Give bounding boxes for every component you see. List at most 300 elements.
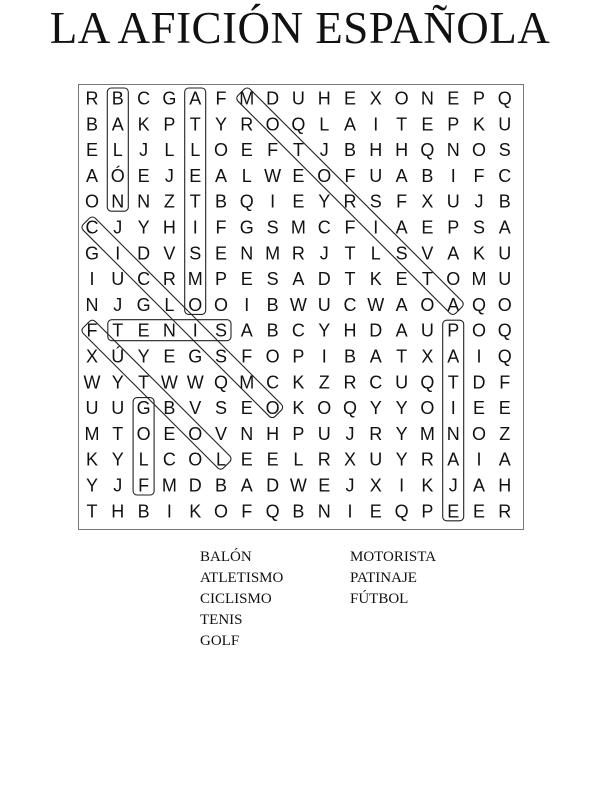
grid-letter: O — [471, 423, 487, 444]
grid-letter: U — [498, 114, 512, 135]
grid-letter: U — [111, 398, 125, 419]
grid-letter: N — [420, 88, 434, 109]
grid-letter: F — [396, 191, 408, 212]
grid-letter: N — [446, 140, 460, 161]
grid-letter: T — [344, 269, 356, 290]
grid-letter: E — [447, 501, 460, 522]
grid-letter: Y — [395, 449, 408, 470]
grid-letter: S — [472, 217, 486, 238]
grid-letter: E — [369, 501, 382, 522]
grid-letter: F — [344, 217, 356, 238]
grid-letter: N — [446, 423, 460, 444]
grid-letter: R — [240, 114, 254, 135]
grid-letter: O — [446, 269, 461, 290]
grid-letter: U — [317, 294, 331, 315]
grid-letter: U — [369, 449, 383, 470]
grid-letter: I — [321, 346, 327, 367]
grid-letter: X — [421, 346, 434, 367]
grid-letter: C — [266, 372, 280, 393]
grid-letter: C — [498, 165, 512, 186]
puzzle-frame — [78, 84, 524, 530]
grid-letter: K — [85, 449, 99, 470]
grid-letter: O — [497, 294, 512, 315]
grid-letter: A — [369, 346, 382, 367]
grid-letter: R — [85, 88, 99, 109]
grid-letter: B — [137, 501, 150, 522]
grid-letter: Y — [137, 346, 150, 367]
grid-letter: E — [498, 398, 511, 419]
grid-letter: O — [136, 423, 151, 444]
grid-letter: J — [474, 191, 484, 212]
grid-letter: A — [85, 165, 99, 186]
grid-letter: A — [240, 320, 253, 341]
grid-letter: F — [344, 165, 356, 186]
grid-letter: R — [162, 269, 176, 290]
grid-letter: B — [421, 165, 434, 186]
grid-letter: W — [83, 372, 101, 393]
grid-letter: E — [472, 398, 486, 419]
grid-letter: D — [369, 320, 383, 341]
grid-letter: N — [317, 501, 331, 522]
grid-letter: Z — [318, 372, 330, 393]
grid-letter: A — [395, 320, 408, 341]
grid-letter: P — [163, 114, 176, 135]
grid-letter: J — [319, 140, 329, 161]
grid-letter: T — [189, 191, 201, 212]
grid-letter: M — [471, 269, 487, 290]
grid-letter: Q — [265, 501, 280, 522]
grid-letter: O — [420, 398, 435, 419]
grid-letter: V — [214, 423, 228, 444]
grid-letter: T — [112, 320, 124, 341]
grid-letter: K — [292, 372, 305, 393]
grid-letter: Y — [318, 320, 331, 341]
grid-letter: P — [472, 88, 486, 109]
grid-letter: D — [188, 475, 202, 496]
grid-letter: H — [369, 140, 383, 161]
grid-letter: Z — [499, 423, 511, 444]
grid-letter: F — [215, 88, 227, 109]
grid-letter: U — [498, 269, 512, 290]
grid-letter: C — [137, 269, 151, 290]
grid-letter: K — [189, 501, 202, 522]
grid-letter: U — [446, 191, 460, 212]
grid-letter: J — [319, 243, 329, 264]
grid-letter: Q — [420, 372, 435, 393]
grid-letter: O — [265, 398, 280, 419]
grid-letter: M — [419, 423, 435, 444]
grid-letter: S — [266, 217, 279, 238]
grid-letter: E — [266, 449, 279, 470]
grid-letter: L — [190, 140, 201, 161]
grid-letter: F — [86, 320, 98, 341]
grid-letter: B — [111, 88, 124, 109]
grid-letter: I — [192, 217, 198, 238]
grid-letter: I — [166, 501, 172, 522]
grid-letter: N — [111, 191, 125, 212]
grid-letter: S — [498, 140, 511, 161]
grid-letter: S — [395, 243, 408, 264]
grid-letter: X — [369, 88, 382, 109]
grid-letter: B — [498, 191, 511, 212]
grid-letter: T — [86, 501, 98, 522]
grid-letter: G — [84, 243, 100, 264]
grid-letter: R — [343, 191, 357, 212]
grid-letter: T — [396, 346, 408, 367]
grid-letter: D — [266, 475, 280, 496]
grid-letter: F — [138, 475, 150, 496]
grid-letter: U — [420, 320, 434, 341]
grid-letter: E — [137, 320, 150, 341]
grid-letter: Q — [239, 191, 254, 212]
grid-letter: H — [498, 475, 512, 496]
grid-letter: D — [472, 372, 486, 393]
word-list-column-2 — [350, 547, 436, 610]
grid-letter: B — [214, 475, 228, 496]
grid-letter: A — [395, 294, 408, 315]
grid-letter: I — [450, 165, 456, 186]
grid-letter: L — [215, 449, 227, 470]
grid-letter: O — [213, 140, 229, 161]
grid-letter: J — [164, 165, 174, 186]
grid-letter: B — [266, 320, 279, 341]
grid-letter: U — [291, 88, 305, 109]
grid-letter: K — [137, 114, 150, 135]
grid-letter: O — [84, 191, 100, 212]
grid-letter: V — [189, 398, 202, 419]
grid-letter: S — [266, 269, 279, 290]
grid-letter: I — [244, 294, 250, 315]
grid-letter: O — [213, 501, 229, 522]
grid-letter: Y — [369, 398, 382, 419]
grid-letter: I — [89, 269, 95, 290]
grid-letter: P — [447, 320, 460, 341]
grid-letter: E — [85, 140, 99, 161]
grid-letter: R — [369, 423, 383, 444]
grid-letter: N — [85, 294, 99, 315]
grid-letter: I — [347, 501, 353, 522]
grid-letter: X — [421, 191, 434, 212]
grid-letter: O — [317, 398, 332, 419]
grid-letter: E — [292, 165, 305, 186]
grid-letter: Ú — [111, 346, 125, 367]
grid-letter: B — [163, 398, 176, 419]
grid-letter: I — [373, 114, 379, 135]
grid-letter: S — [369, 191, 382, 212]
grid-letter: H — [395, 140, 409, 161]
grid-letter: K — [472, 243, 486, 264]
grid-letter: L — [138, 449, 149, 470]
grid-letter: L — [370, 243, 381, 264]
word-list-column-1 — [200, 547, 283, 652]
grid-letter: T — [447, 372, 459, 393]
grid-letter: S — [214, 346, 228, 367]
grid-letter: F — [241, 501, 253, 522]
puzzle-title: LA AFICIÓN ESPAÑOLA — [49, 3, 551, 53]
grid-letter: D — [137, 243, 151, 264]
grid-letter: P — [421, 501, 434, 522]
grid-letter: A — [395, 217, 408, 238]
grid-letter: N — [137, 191, 151, 212]
grid-letter: A — [472, 475, 486, 496]
grid-letter: E — [292, 191, 305, 212]
grid-letter: D — [266, 88, 280, 109]
grid-letter: W — [367, 294, 385, 315]
grid-letter: O — [317, 165, 332, 186]
grid-letter: G — [136, 294, 151, 315]
grid-letter: E — [395, 269, 408, 290]
grid-letter: A — [111, 114, 124, 135]
grid-letter: M — [265, 243, 281, 264]
grid-letter: F — [241, 346, 253, 367]
grid-letter: O — [471, 320, 487, 341]
grid-letter: D — [317, 269, 331, 290]
grid-letter: N — [240, 423, 254, 444]
grid-letter: O — [265, 114, 280, 135]
grid-letter: B — [85, 114, 99, 135]
grid-letter: Y — [395, 423, 408, 444]
grid-letter: T — [344, 243, 356, 264]
grid-letter: L — [112, 140, 123, 161]
grid-letter: Q — [291, 114, 306, 135]
grid-letter: F — [215, 217, 227, 238]
grid-letter: E — [163, 423, 176, 444]
grid-letter: A — [292, 269, 305, 290]
grid-letter: B — [214, 191, 228, 212]
grid-letter: O — [471, 140, 487, 161]
grid-letter: Q — [497, 320, 512, 341]
grid-letter: E — [421, 114, 434, 135]
grid-letter: I — [476, 346, 482, 367]
grid-letter: Q — [342, 398, 358, 419]
grid-letter: U — [111, 269, 125, 290]
grid-letter: E — [163, 346, 176, 367]
grid-letter: S — [214, 320, 228, 341]
grid-letter: B — [343, 346, 357, 367]
word-list-item: TENIS — [200, 612, 243, 628]
grid-letter: A — [498, 217, 511, 238]
grid-letter: P — [447, 217, 460, 238]
grid-letter: B — [266, 294, 279, 315]
grid-letter: I — [373, 217, 379, 238]
word-list-item: GOLF — [200, 633, 240, 649]
grid-letter: T — [112, 423, 124, 444]
grid-letter: A — [214, 165, 228, 186]
grid-letter: E — [447, 88, 460, 109]
grid-letter: A — [447, 449, 460, 470]
grid-letter: O — [188, 423, 203, 444]
grid-letter: B — [343, 140, 357, 161]
grid-letter: O — [188, 294, 203, 315]
grid-letter: O — [394, 88, 409, 109]
grid-letter: G — [188, 346, 203, 367]
word-list-item: FÚTBOL — [350, 591, 409, 607]
grid-letter: Z — [163, 191, 175, 212]
grid-letter: P — [292, 346, 305, 367]
grid-letter: Y — [85, 475, 99, 496]
grid-letter: L — [164, 140, 175, 161]
grid-letter: C — [85, 217, 99, 238]
grid-letter: H — [317, 88, 331, 109]
grid-letter: C — [369, 372, 383, 393]
grid-letter: J — [345, 475, 355, 496]
grid-letter: J — [113, 294, 123, 315]
grid-letter: U — [395, 372, 409, 393]
grid-letter: Q — [497, 346, 512, 367]
grid-letter: M — [290, 217, 306, 238]
word-list-item: ATLETISMO — [200, 570, 284, 586]
grid-letter: K — [292, 398, 305, 419]
grid-letter: E — [421, 217, 434, 238]
grid-letter: T — [189, 114, 201, 135]
grid-letter: X — [369, 475, 382, 496]
grid-letter: J — [113, 475, 123, 496]
grid-letter: I — [115, 243, 121, 264]
grid-letter: A — [240, 475, 253, 496]
grid-letter: U — [369, 165, 383, 186]
grid-letter: E — [189, 165, 202, 186]
grid-letter: M — [239, 372, 255, 393]
grid-letter: E — [240, 398, 253, 419]
grid-letter: E — [343, 88, 357, 109]
grid-letter: T — [396, 114, 408, 135]
grid-letter: L — [241, 165, 252, 186]
grid-letter: P — [447, 114, 460, 135]
grid-letter: F — [499, 372, 511, 393]
grid-letter: E — [214, 243, 228, 264]
grid-letter: L — [164, 294, 175, 315]
grid-letter: C — [317, 217, 331, 238]
grid-letter: T — [421, 269, 433, 290]
grid-letter: A — [447, 346, 460, 367]
grid-letter: L — [319, 114, 330, 135]
grid-letter: L — [293, 449, 304, 470]
grid-letter: M — [161, 475, 177, 496]
grid-letter: K — [472, 114, 486, 135]
grid-letter: I — [399, 475, 405, 496]
grid-letter: Q — [420, 140, 435, 161]
grid-letter: A — [447, 294, 460, 315]
grid-letter: A — [343, 114, 357, 135]
grid-letter: A — [498, 449, 511, 470]
grid-letter: I — [192, 320, 198, 341]
grid-letter: F — [267, 140, 279, 161]
grid-letter: G — [136, 398, 151, 419]
grid-letter: Y — [111, 372, 124, 393]
grid-letter: G — [239, 217, 254, 238]
grid-letter: H — [266, 423, 280, 444]
grid-letter: Q — [471, 294, 487, 315]
grid-letter: Y — [137, 217, 150, 238]
grid-letter: H — [162, 217, 176, 238]
grid-letter: M — [187, 269, 203, 290]
grid-letter: R — [317, 449, 331, 470]
grid-letter: U — [498, 243, 512, 264]
grid-letter: J — [345, 423, 355, 444]
grid-letter: V — [421, 243, 434, 264]
grid-letter: W — [289, 294, 307, 315]
grid-letter: K — [421, 475, 434, 496]
grid-letter: P — [292, 423, 305, 444]
grid-letter: O — [188, 449, 203, 470]
grid-letter: A — [189, 88, 202, 109]
grid-letter: Y — [395, 398, 408, 419]
grid-letter: T — [138, 372, 150, 393]
grid-letter: Ó — [110, 165, 125, 186]
grid-letter: W — [186, 372, 204, 393]
grid-letter: Q — [394, 501, 409, 522]
grid-letter: Y — [111, 449, 124, 470]
grid-letter: C — [291, 320, 305, 341]
grid-letter: E — [240, 269, 253, 290]
grid-letter: Y — [214, 114, 228, 135]
grid-letter: X — [85, 346, 99, 367]
grid-letter: M — [239, 88, 255, 109]
grid-letter: W — [264, 165, 282, 186]
grid-letter: C — [137, 88, 151, 109]
grid-letter: C — [162, 449, 176, 470]
grid-letter: E — [240, 140, 253, 161]
grid-letter: H — [343, 320, 357, 341]
grid-letter: Q — [497, 88, 512, 109]
word-list-item: CICLISMO — [200, 591, 272, 607]
grid-letter: V — [163, 243, 176, 264]
grid-letter: X — [343, 449, 357, 470]
word-list-item: PATINAJE — [350, 570, 417, 586]
grid-letter: W — [289, 475, 307, 496]
word-list-item: BALÓN — [200, 549, 252, 565]
grid-letter: O — [265, 346, 280, 367]
grid-letter: A — [395, 165, 408, 186]
grid-letter: K — [369, 269, 382, 290]
grid-letter: A — [447, 243, 460, 264]
grid-letter: J — [139, 140, 149, 161]
grid-letter: U — [85, 398, 99, 419]
grid-letter: R — [498, 501, 512, 522]
grid-letter: E — [137, 165, 150, 186]
grid-letter: N — [240, 243, 254, 264]
grid-letter: R — [343, 372, 357, 393]
grid-letter: S — [189, 243, 202, 264]
grid-letter: M — [84, 423, 100, 444]
grid-letter: I — [476, 449, 482, 470]
grid-letter: G — [162, 88, 177, 109]
grid-letter: Y — [318, 191, 331, 212]
grid-letter: J — [448, 475, 458, 496]
grid-letter: W — [160, 372, 178, 393]
grid-letter: T — [292, 140, 304, 161]
grid-letter: E — [472, 501, 486, 522]
grid-letter: Q — [213, 372, 229, 393]
grid-letter: F — [473, 165, 485, 186]
grid-letter: J — [113, 217, 123, 238]
grid-letter: B — [292, 501, 305, 522]
grid-letter: H — [111, 501, 125, 522]
grid-letter: P — [214, 269, 228, 290]
grid-letter: I — [450, 398, 456, 419]
grid-letter: E — [240, 449, 253, 470]
grid-letter: R — [420, 449, 434, 470]
grid-letter: O — [420, 294, 435, 315]
grid-letter: R — [291, 243, 305, 264]
word-list-item: MOTORISTA — [350, 549, 437, 565]
grid-letter: E — [318, 475, 331, 496]
grid-letter: U — [317, 423, 331, 444]
grid-letter: C — [343, 294, 357, 315]
grid-letter: S — [214, 398, 228, 419]
grid-letter: I — [270, 191, 276, 212]
grid-letter: N — [162, 320, 176, 341]
